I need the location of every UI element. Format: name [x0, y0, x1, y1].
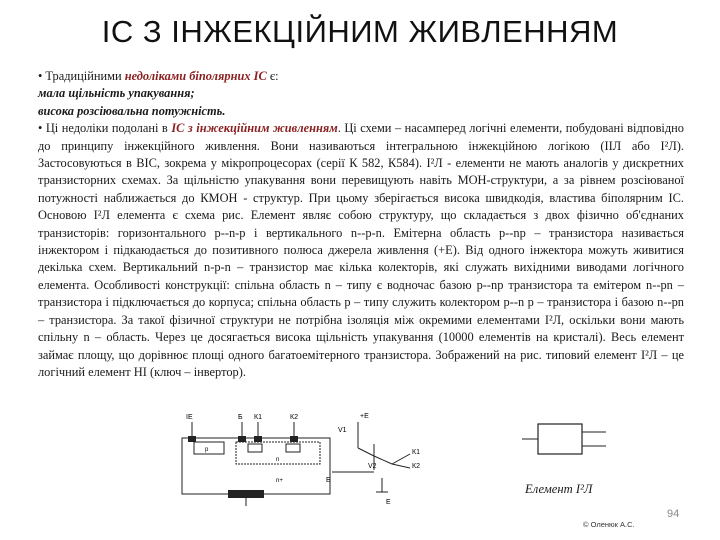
- injector-region: [194, 442, 224, 454]
- svg-text:Б: Б: [326, 477, 331, 484]
- drawback-1: мала щільність упакування;: [38, 86, 195, 101]
- svg-text:+E: +E: [360, 413, 369, 420]
- svg-text:V2: V2: [368, 463, 377, 470]
- inverter-box: [538, 424, 582, 454]
- svg-text:К2: К2: [290, 414, 298, 421]
- svg-text:n+: n+: [276, 478, 283, 484]
- page-number: 94: [667, 508, 680, 520]
- highlight-drawbacks: недоліками біполярних ІС: [124, 69, 267, 83]
- highlight-injection: ІС з інжекційним живленням: [171, 121, 338, 136]
- contact-b: [238, 436, 246, 442]
- svg-text:ІЕ: ІЕ: [186, 414, 193, 421]
- svg-text:n: n: [276, 457, 280, 463]
- ground-contact: [228, 490, 264, 498]
- collector-1-region: [248, 444, 262, 452]
- slide-title: ІС З ІНЖЕКЦІЙНИМ ЖИВЛЕННЯМ: [101, 14, 619, 49]
- svg-text:V1: V1: [338, 427, 347, 434]
- svg-text:К1: К1: [412, 449, 420, 456]
- svg-text:К1: К1: [254, 414, 262, 421]
- svg-text:К2: К2: [412, 463, 420, 470]
- paragraph-main: • Ці недоліки подолані в ІС з інжекційним живленням. Ці схеми – насамперед логічні елементи, побудовані відповідно до принципу інжекційного живлення. Вони називаються інтегральною інжекційною логікою (ІІЛ або І²Л). Застосовуються в ВІС, зокрема у мікропроцесорах (серії К 582, К584). І²Л - елементи не мають аналогів у дискретних транзисторних схемах. За щільністю упакування вони перевищують навіть МОН-структури, а за рівнем розсіюваної потужності наближається до КМОН - структур. При цьому зберігається висока швидкодія, властива біполярним ІС. Основою І²Л елемента є схема рис. Елемент являє собою структуру, що складається з двох фізично об'єднаних транзисторів: горизонтального p--n-p і вертикального n--p-n. Емітерна область p--np – транзистора називається інжектором і підкаюдається до позитивного полюса джерела живлення (+Е). Від одного інжектора можуть живитися декілька схем. Вертикальний n-p-n – транзистор має кілька колекторів, які служать вихідними виводами логічного елемента. Особливості конструкції: спільна область n – типу є водночас базою p--np транзистора та емітером n--pn – транзистора і підключається до корпуса; спільна область p – типу служить колектором p--n p – транзистора і базою n--pn – транзистора. За такої фізичної структури не потрібна ізоляція між окремими елементами І²Л, оскільки вони мають спільну n – область. Через це досягається висока щільність упакування (10000 елементів на кристалі). Весь елемент займає площу, що дорівнює площі одного багатоемітерного транзистора. Зображений на рис. типовий елемент І²Л – це логічний елемент НІ (ключ – інвертор).: [38, 121, 684, 379]
- drawback-2: висока розсіювальна потужність.: [38, 103, 226, 118]
- author-credit: © Оленюк А.С.: [583, 520, 635, 529]
- svg-text:p: p: [205, 447, 209, 453]
- contact-k1: [254, 436, 262, 442]
- paragraph-intro: • Традиційними недоліками біполярних ІС є:: [38, 69, 279, 83]
- svg-text:Е: Е: [386, 499, 391, 506]
- contact-k2: [290, 436, 298, 442]
- logic-symbol: [516, 418, 616, 476]
- contact-ie: [188, 436, 196, 442]
- figure-caption: Елемент І²Л: [525, 482, 593, 496]
- collector-2-region: [286, 444, 300, 452]
- body-text: [38, 68, 684, 381]
- equivalent-circuit: [322, 408, 442, 508]
- svg-text:Б: Б: [238, 414, 243, 421]
